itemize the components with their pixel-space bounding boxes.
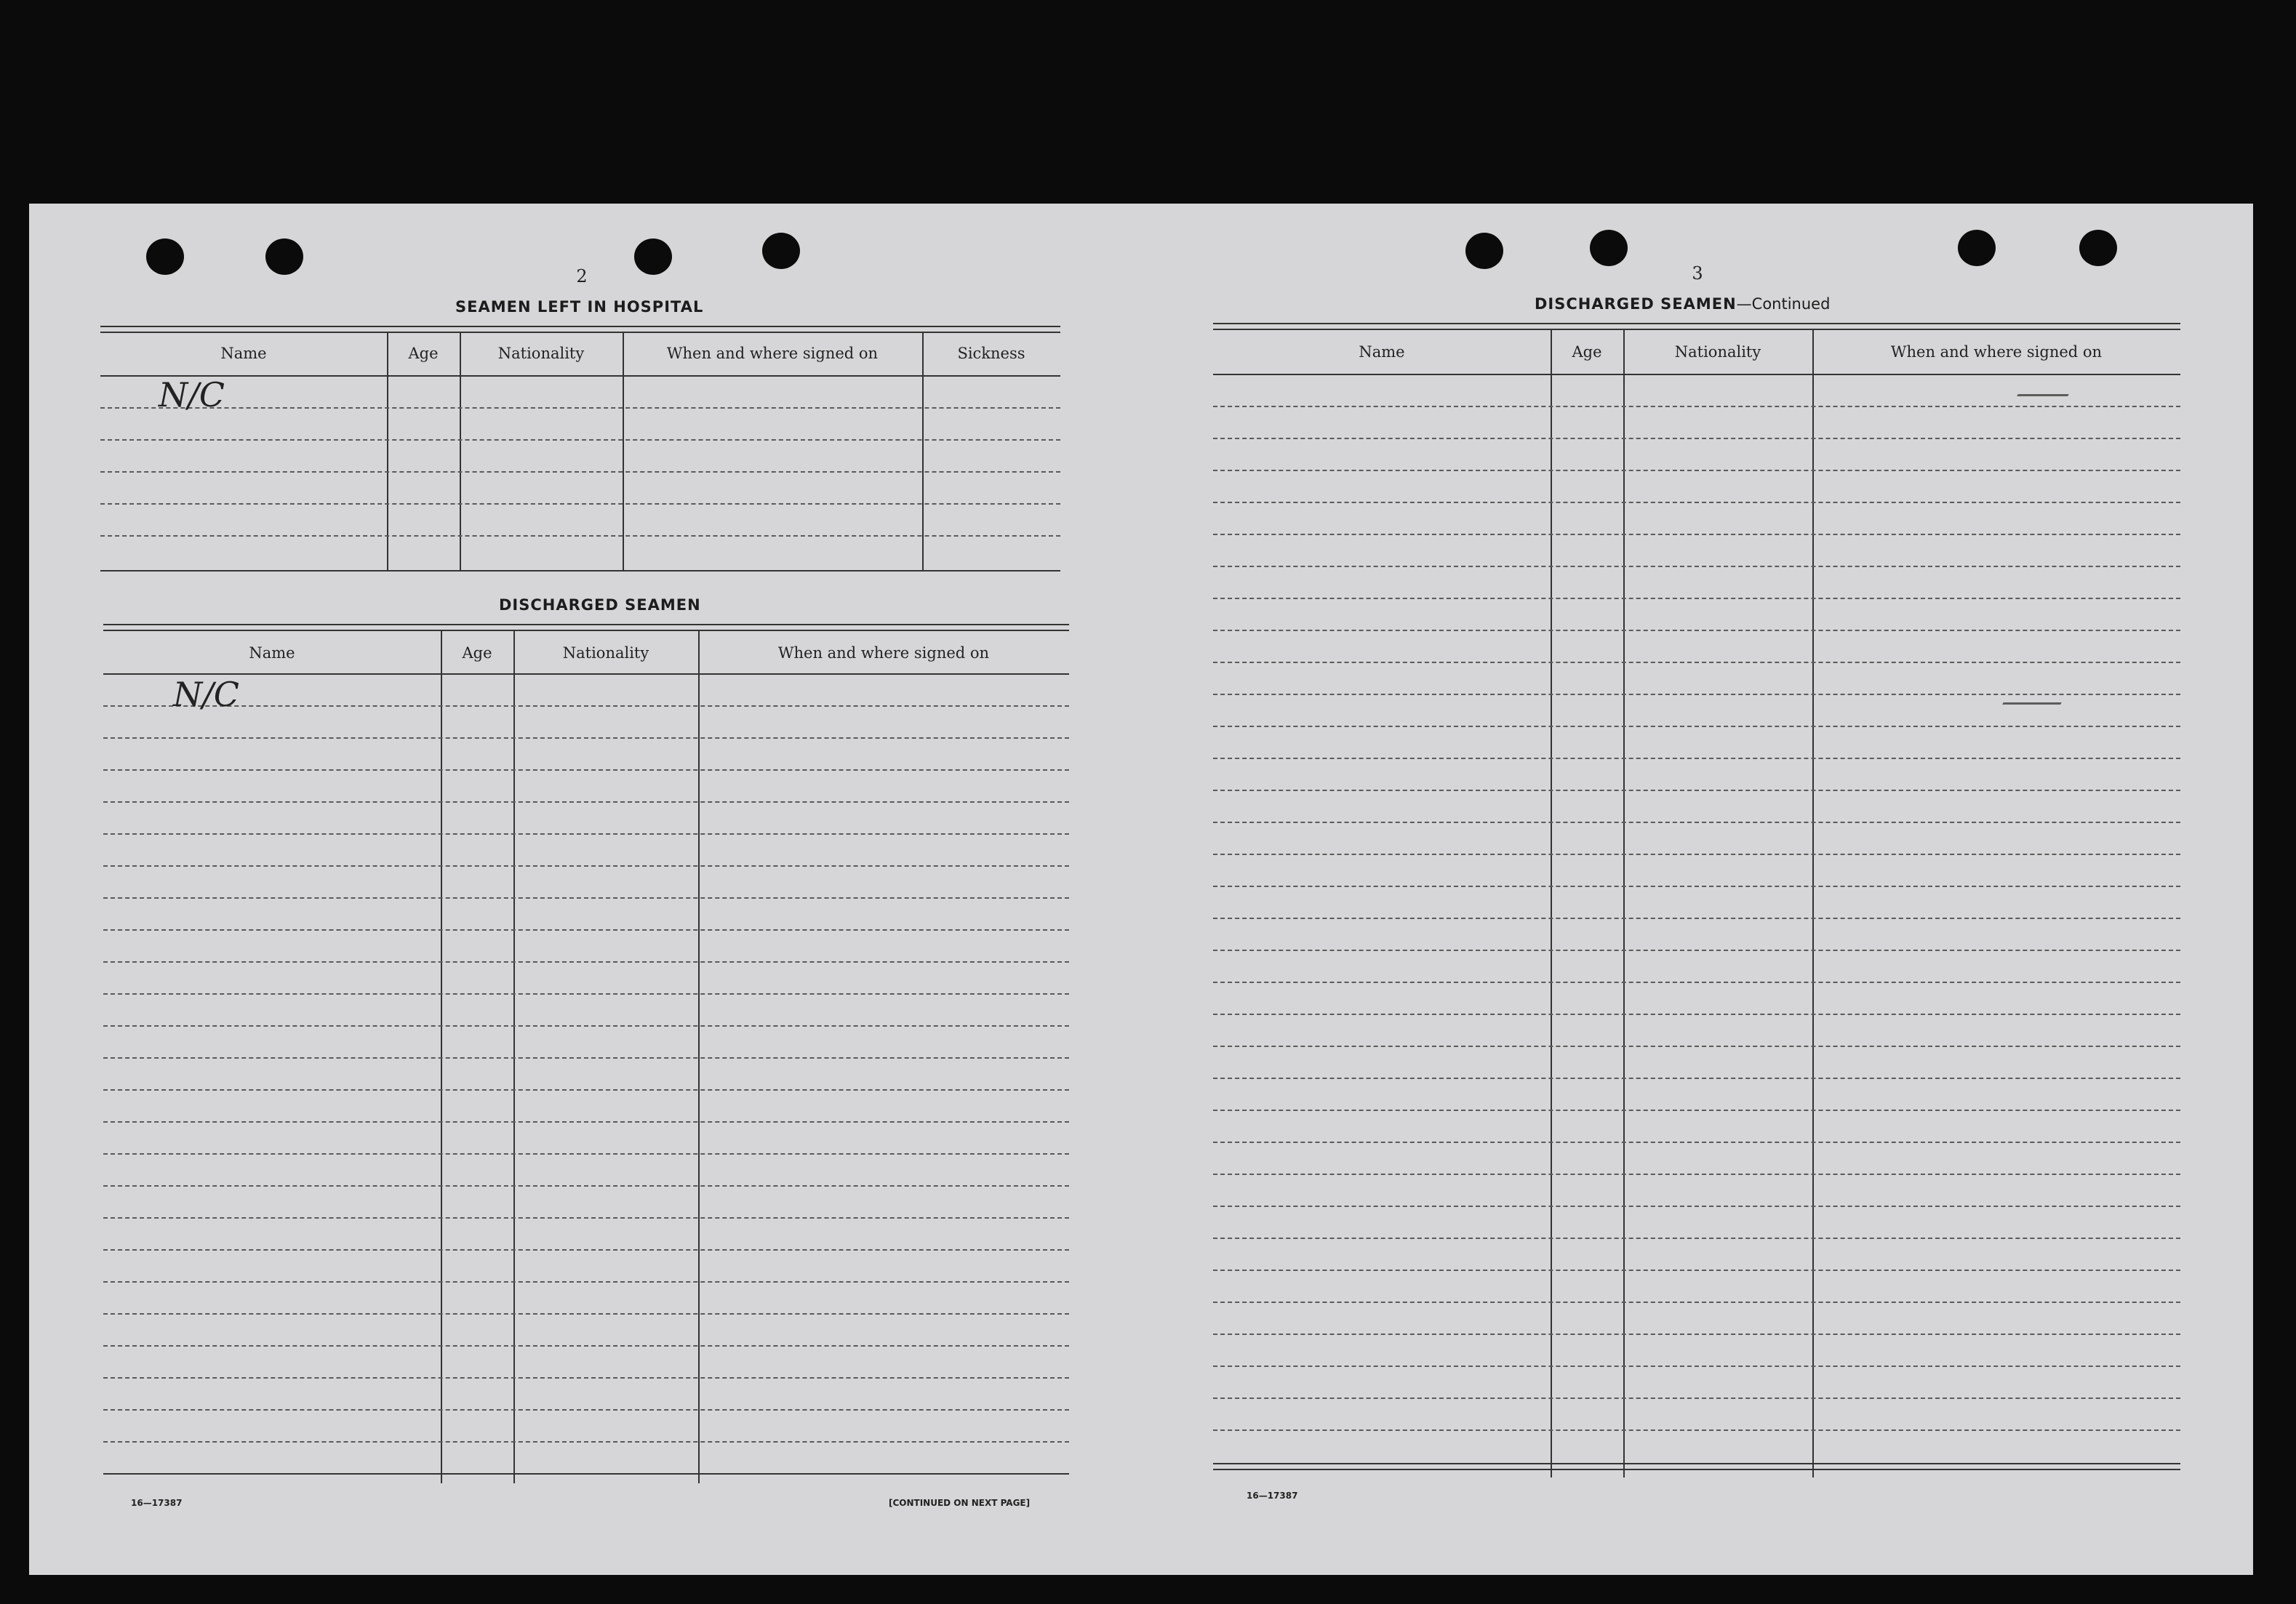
table-bottom-rule	[103, 1473, 1069, 1475]
column-divider	[1551, 329, 1552, 1477]
row-line	[1213, 1046, 2180, 1047]
column-header-nationality: Nationality	[1674, 343, 1761, 361]
punch-hole	[1590, 230, 1628, 266]
column-header-nationality: Nationality	[497, 345, 585, 362]
row-line	[1213, 1238, 2180, 1239]
column-header-sickness: Sickness	[957, 345, 1025, 362]
column-header-nationality: Nationality	[562, 644, 649, 662]
punch-hole	[1465, 233, 1503, 269]
punch-hole	[2079, 230, 2117, 266]
row-line	[103, 1281, 1069, 1283]
form-number-right: 16—17387	[1247, 1491, 1298, 1501]
table-top-rule	[1213, 323, 2180, 330]
row-line	[100, 471, 1060, 473]
column-divider	[441, 630, 442, 1483]
row-line	[1213, 1398, 2180, 1399]
table-top-rule	[103, 624, 1069, 631]
row-line	[1213, 726, 2180, 727]
table-bottom-rule	[100, 570, 1060, 572]
row-line	[103, 1217, 1069, 1219]
punch-hole	[1958, 230, 1996, 266]
column-divider	[698, 630, 700, 1483]
row-line	[1213, 566, 2180, 567]
discharged-table-right	[1213, 323, 2180, 1479]
handwritten-entry: N/C	[173, 675, 239, 714]
row-line	[1213, 758, 2180, 759]
row-line	[103, 737, 1069, 739]
row-line	[1213, 470, 2180, 471]
row-line	[1213, 406, 2180, 407]
row-line	[1213, 854, 2180, 855]
row-line	[103, 801, 1069, 803]
header-bottom-rule	[103, 673, 1069, 675]
row-line	[103, 705, 1069, 707]
row-line	[103, 1409, 1069, 1411]
row-line	[1213, 1366, 2180, 1367]
header-bottom-rule	[1213, 374, 2180, 375]
table-bottom-rule	[1213, 1463, 2180, 1470]
row-line	[1213, 790, 2180, 791]
row-line	[100, 503, 1060, 505]
row-line	[1213, 662, 2180, 663]
row-line	[1213, 1429, 2180, 1431]
row-line	[1213, 950, 2180, 951]
page-number-right: 3	[1692, 263, 1703, 284]
column-header-age: Age	[408, 345, 439, 362]
row-line	[103, 1185, 1069, 1187]
hospital-table	[100, 326, 1060, 573]
column-header-name: Name	[249, 644, 295, 662]
row-line	[103, 1313, 1069, 1315]
column-header-age: Age	[462, 644, 492, 662]
ledger-sheet	[29, 204, 2253, 1575]
row-line	[1213, 1270, 2180, 1271]
column-header-when-where: When and where signed on	[666, 345, 879, 362]
column-divider	[1623, 329, 1625, 1477]
row-line	[103, 865, 1069, 867]
row-line	[103, 1345, 1069, 1347]
column-divider	[922, 332, 924, 570]
row-line	[100, 439, 1060, 441]
column-header-name: Name	[220, 345, 267, 362]
column-header-when-where: When and where signed on	[1890, 343, 2103, 361]
pencil-mark	[2017, 384, 2075, 396]
row-line	[100, 535, 1060, 537]
row-line	[103, 769, 1069, 771]
row-line	[1213, 1078, 2180, 1079]
row-line	[1213, 534, 2180, 535]
column-divider	[460, 332, 461, 570]
row-line	[103, 833, 1069, 835]
row-line	[100, 407, 1060, 409]
punch-hole	[634, 238, 672, 275]
page-number-left: 2	[576, 266, 588, 286]
row-line	[103, 1441, 1069, 1443]
continued-note: [CONTINUED ON NEXT PAGE]	[889, 1498, 1031, 1508]
row-line	[103, 1089, 1069, 1091]
row-line	[1213, 822, 2180, 823]
punch-hole	[265, 238, 303, 275]
row-line	[103, 961, 1069, 963]
row-line	[1213, 982, 2180, 983]
header-bottom-rule	[100, 375, 1060, 377]
column-divider	[623, 332, 624, 570]
column-header-age: Age	[1572, 343, 1602, 361]
hospital-section-title: SEAMEN LEFT IN HOSPITAL	[455, 298, 704, 316]
row-line	[1213, 1334, 2180, 1335]
discharged-section-title: DISCHARGED SEAMEN	[499, 596, 701, 614]
row-line	[103, 929, 1069, 931]
row-line	[1213, 630, 2180, 631]
row-line	[1213, 598, 2180, 599]
row-line	[1213, 1174, 2180, 1175]
row-line	[103, 1121, 1069, 1123]
column-divider	[387, 332, 388, 570]
row-line	[103, 993, 1069, 995]
section-title-suffix: —Continued	[1736, 295, 1831, 313]
form-number-left: 16—17387	[131, 1498, 183, 1508]
row-line	[103, 1025, 1069, 1027]
table-top-rule	[100, 326, 1060, 333]
row-line	[1213, 886, 2180, 887]
row-line	[1213, 1302, 2180, 1303]
discharged-table-left	[103, 624, 1069, 1485]
row-line	[1213, 1142, 2180, 1143]
row-line	[103, 1057, 1069, 1059]
section-title-text: DISCHARGED SEAMEN	[1535, 295, 1737, 313]
column-divider	[513, 630, 515, 1483]
row-line	[1213, 1206, 2180, 1207]
row-line	[103, 1377, 1069, 1379]
row-line	[1213, 438, 2180, 439]
discharged-continued-title	[1535, 295, 1830, 313]
row-line	[1213, 1110, 2180, 1111]
row-line	[1213, 1014, 2180, 1015]
row-line	[103, 1153, 1069, 1155]
row-line	[1213, 918, 2180, 919]
punch-hole	[762, 233, 800, 269]
row-line	[103, 897, 1069, 899]
column-header-name: Name	[1359, 343, 1405, 361]
column-header-when-where: When and where signed on	[777, 644, 990, 662]
column-divider	[1812, 329, 1814, 1477]
pencil-mark	[2002, 692, 2068, 705]
row-line	[103, 1249, 1069, 1251]
handwritten-entry: N/C	[159, 375, 225, 414]
row-line	[1213, 502, 2180, 503]
punch-hole	[146, 238, 184, 275]
